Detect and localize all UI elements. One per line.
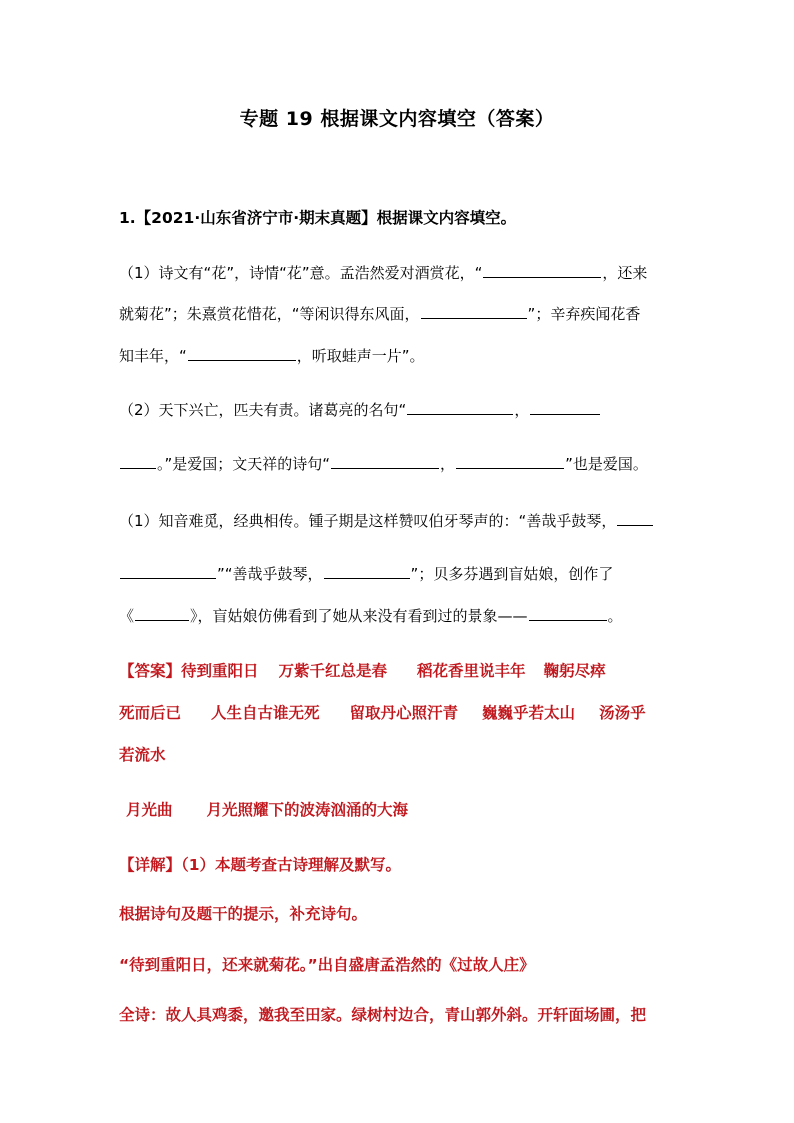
p1-text: ，还来 <box>602 264 648 282</box>
answer-blank <box>456 453 564 469</box>
p2-text: 。”是爱国；文天祥的诗句“ <box>157 455 331 473</box>
explain-line4: 全诗：故人具鸡黍，邀我至田家。绿树村边合，青山郭外斜。开轩面场圃，把 <box>119 1006 647 1024</box>
answer-item: 人生自古谁无死 <box>211 704 320 722</box>
answer-blank <box>120 563 216 579</box>
answer-blank <box>331 453 439 469</box>
answer-item: 稻花香里说丰年 <box>417 662 526 680</box>
page-title: 专题 19 根据课文内容填空（答案） <box>239 108 555 130</box>
answer-item: 月光照耀下的波涛汹涌的大海 <box>206 801 409 819</box>
p1-line1 <box>119 262 647 284</box>
answer-line4 <box>126 799 408 821</box>
p2-line1 <box>119 399 601 421</box>
answer-blank <box>530 399 600 415</box>
p3-text: （1）知音难觅，经典相传。锺子期是这样赞叹伯牙琴声的：“善哉乎鼓琴， <box>119 512 617 530</box>
answer-item: 巍巍乎若太山 <box>482 704 576 722</box>
p1-text: 知丰年，“ <box>119 347 187 365</box>
p3-text: ”；贝多芬遇到盲姑娘，创作了 <box>410 565 614 583</box>
answer-item: 鞠躬尽瘁 <box>543 662 606 680</box>
p3-line2 <box>119 563 613 585</box>
answer-blank <box>421 303 527 319</box>
p2-text: ， <box>514 401 530 419</box>
answer-line3 <box>119 744 166 766</box>
p3-text: 。 <box>607 607 623 625</box>
p1-line3 <box>119 345 425 367</box>
p1-line2 <box>119 303 640 325</box>
p2-text: ， <box>440 455 456 473</box>
p1-text: （1）诗文有“花”，诗情“花”意。孟浩然爱对酒赏花，“ <box>119 264 483 282</box>
p1-text: ”；辛弃疾闻花香 <box>527 305 641 323</box>
p3-text: 《 <box>119 607 135 625</box>
answer-item: 留取丹心照汗青 <box>349 704 459 722</box>
answer-item: 万紫千红总是春 <box>278 662 388 680</box>
question-heading: 1.【2021·山东省济宁市·期末真题】根据课文内容填空。 <box>119 209 517 227</box>
answer-item: 死而后已 <box>119 704 182 722</box>
p1-text: ，听取蛙声一片”。 <box>296 347 425 365</box>
answer-line2 <box>119 702 646 724</box>
answer-blank <box>324 563 410 579</box>
answer-blank <box>407 399 513 415</box>
answer-blank <box>135 605 189 621</box>
p2-text: ”也是爱国。 <box>565 455 648 473</box>
answer-line1 <box>119 660 606 682</box>
answer-label: 【答案】 <box>119 662 182 680</box>
answer-item: 若流水 <box>119 746 166 764</box>
p3-line3 <box>119 605 623 627</box>
p3-text: 》，盲姑娘仿佛看到了她从来没有看到过的景象—— <box>190 607 528 625</box>
answer-item: 汤汤乎 <box>599 704 646 722</box>
p3-line1 <box>119 510 654 532</box>
answer-blank <box>617 510 653 526</box>
answer-blank <box>529 605 607 621</box>
p2-text: （2）天下兴亡，匹夫有责。诸葛亮的名句“ <box>119 401 407 419</box>
answer-blank <box>120 453 156 469</box>
p1-text: 就菊花”；朱熹赏花惜花，“等闲识得东风面， <box>119 305 420 323</box>
p2-line2 <box>119 453 648 475</box>
answer-item: 月光曲 <box>126 801 173 819</box>
answer-blank <box>188 345 296 361</box>
answer-blank <box>483 262 601 278</box>
explain-line1: 【详解】（1）本题考查古诗理解及默写。 <box>119 856 402 874</box>
explain-line3: “待到重阳日，还来就菊花。”出自盛唐孟浩然的《过故人庄》 <box>119 956 535 974</box>
p3-text: ”“善哉乎鼓琴， <box>217 565 323 583</box>
answer-item: 待到重阳日 <box>181 662 259 680</box>
explain-line2: 根据诗句及题干的提示，补充诗句。 <box>119 905 368 923</box>
